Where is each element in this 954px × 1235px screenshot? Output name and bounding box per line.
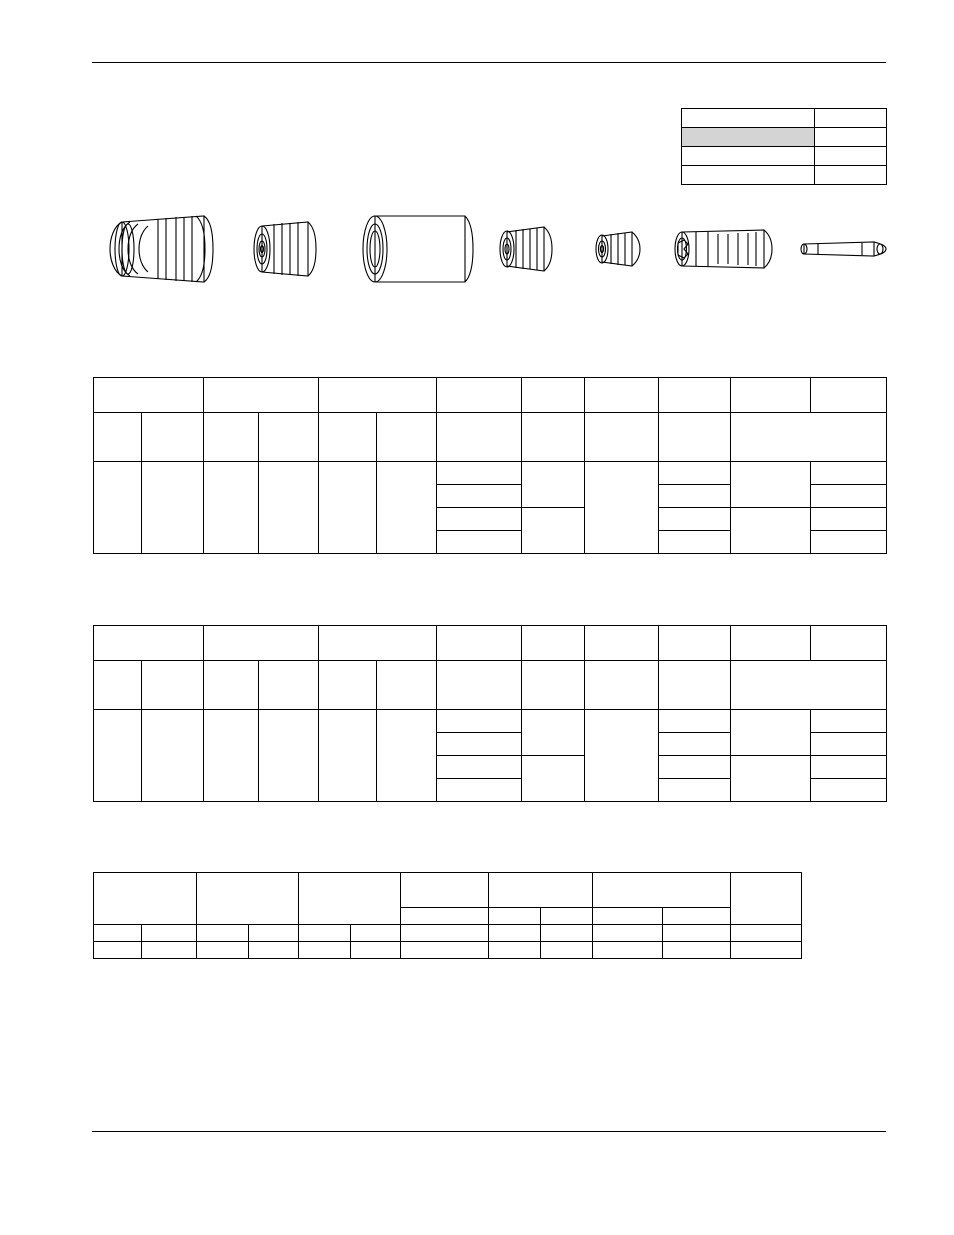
header-cell [94, 413, 142, 462]
cell [319, 462, 377, 554]
header-cell [142, 661, 204, 710]
header-cell [659, 661, 731, 710]
cell [731, 710, 811, 756]
header-cell [489, 873, 593, 908]
cell [659, 508, 731, 531]
cell [811, 531, 887, 554]
header-cell [437, 413, 522, 462]
cell [249, 925, 299, 942]
header-cell [319, 626, 437, 661]
cell [811, 779, 887, 802]
cell [437, 508, 522, 531]
header-cell [541, 908, 593, 925]
header-cell [204, 661, 259, 710]
cell [811, 508, 887, 531]
cell [541, 925, 593, 942]
header-rule [92, 62, 886, 63]
cell [94, 942, 142, 959]
table-row [94, 462, 887, 485]
cell [811, 733, 887, 756]
part-retaining-cap [363, 216, 473, 282]
cell [437, 485, 522, 508]
cell [659, 756, 731, 779]
table-row [94, 710, 887, 733]
header-cell [94, 378, 204, 413]
part-shield-cap [110, 216, 213, 282]
header-cell [401, 908, 489, 925]
cell [522, 756, 585, 802]
cell [811, 756, 887, 779]
info-table-row [682, 128, 887, 147]
cell [437, 710, 522, 733]
info-label [682, 166, 815, 185]
header-cell [319, 661, 377, 710]
header-cell [204, 413, 259, 462]
cell [437, 779, 522, 802]
table-header-row-top [94, 378, 887, 413]
cell [437, 462, 522, 485]
header-cell [585, 413, 659, 462]
part-pin [801, 242, 886, 256]
header-cell [437, 626, 522, 661]
header-cell [522, 626, 585, 661]
cell [401, 942, 489, 959]
header-cell [299, 873, 401, 925]
cell [319, 710, 377, 802]
cell [94, 925, 142, 942]
cell [142, 710, 204, 802]
table-header-row-sub [94, 661, 887, 710]
part-nozzle [500, 227, 552, 271]
cell [659, 710, 731, 733]
cell [437, 531, 522, 554]
cell [585, 710, 659, 802]
cell [541, 942, 593, 959]
header-cell [731, 413, 887, 462]
header-cell [522, 661, 585, 710]
header-cell [593, 908, 663, 925]
header-cell [94, 661, 142, 710]
header-cell [94, 626, 204, 661]
header-cell [663, 908, 731, 925]
part-electrode [675, 230, 772, 268]
header-cell [377, 661, 437, 710]
cell [659, 531, 731, 554]
cell [437, 756, 522, 779]
cell [351, 925, 401, 942]
cell [659, 779, 731, 802]
header-cell [204, 378, 319, 413]
cell [299, 942, 351, 959]
header-cell [593, 873, 731, 908]
info-table-row [682, 109, 887, 128]
table-row [94, 942, 802, 959]
cell [585, 462, 659, 554]
header-cell [401, 873, 489, 908]
cell [259, 462, 319, 554]
header-cell [522, 378, 585, 413]
header-cell [377, 413, 437, 462]
cell [731, 508, 811, 554]
cell [204, 710, 259, 802]
consumable-parts-table-3 [93, 872, 802, 959]
cell [731, 942, 802, 959]
info-value [815, 166, 887, 185]
info-table [681, 108, 887, 185]
header-cell [585, 661, 659, 710]
table-header-row-top [94, 873, 802, 908]
header-cell [659, 413, 731, 462]
cell [731, 756, 811, 802]
cell [259, 710, 319, 802]
cell [401, 925, 489, 942]
table-header-row-top [94, 626, 887, 661]
header-cell [522, 413, 585, 462]
header-cell [319, 378, 437, 413]
header-cell [659, 378, 731, 413]
cell [659, 462, 731, 485]
header-cell [811, 378, 887, 413]
cell [731, 925, 802, 942]
cell [522, 462, 585, 508]
cell [197, 942, 249, 959]
cell [663, 925, 731, 942]
header-cell [94, 873, 197, 925]
consumable-parts-table-1 [93, 377, 887, 554]
header-cell [319, 413, 377, 462]
header-cell [731, 873, 802, 925]
info-table-row [682, 166, 887, 185]
info-label [682, 109, 815, 128]
header-cell [731, 626, 811, 661]
cell [377, 710, 437, 802]
info-table-row [682, 147, 887, 166]
cell [142, 942, 197, 959]
header-cell [811, 626, 887, 661]
header-cell [659, 626, 731, 661]
cell [811, 710, 887, 733]
header-cell [731, 378, 811, 413]
info-label [682, 147, 815, 166]
cell [142, 462, 204, 554]
cell [731, 462, 811, 508]
cell [489, 942, 541, 959]
header-cell [489, 908, 541, 925]
cell [659, 733, 731, 756]
header-cell [142, 413, 204, 462]
cell [522, 710, 585, 756]
part-shield [254, 222, 316, 276]
cell [593, 925, 663, 942]
cell [249, 942, 299, 959]
cell [299, 925, 351, 942]
cell [489, 925, 541, 942]
cell [811, 485, 887, 508]
cell [94, 462, 142, 554]
exploded-parts-illustration [92, 186, 892, 316]
info-value [815, 147, 887, 166]
cell [94, 710, 142, 802]
info-value [815, 109, 887, 128]
cell [197, 925, 249, 942]
cell [204, 462, 259, 554]
header-cell [259, 413, 319, 462]
cell [522, 508, 585, 554]
part-swirl-ring [596, 232, 640, 266]
header-cell [585, 626, 659, 661]
cell [377, 462, 437, 554]
cell [811, 462, 887, 485]
info-label [682, 128, 815, 147]
header-cell [259, 661, 319, 710]
cell [593, 942, 663, 959]
info-value [815, 128, 887, 147]
cell [351, 942, 401, 959]
footer-rule [92, 1131, 886, 1132]
cell [659, 485, 731, 508]
header-cell [437, 378, 522, 413]
cell [437, 733, 522, 756]
header-cell [204, 626, 319, 661]
cell [142, 925, 197, 942]
header-cell [585, 378, 659, 413]
consumable-parts-table-2 [93, 625, 887, 802]
cell [663, 942, 731, 959]
header-cell [731, 661, 887, 710]
header-cell [197, 873, 299, 925]
header-cell [437, 661, 522, 710]
table-header-row-sub [94, 413, 887, 462]
table-row [94, 925, 802, 942]
